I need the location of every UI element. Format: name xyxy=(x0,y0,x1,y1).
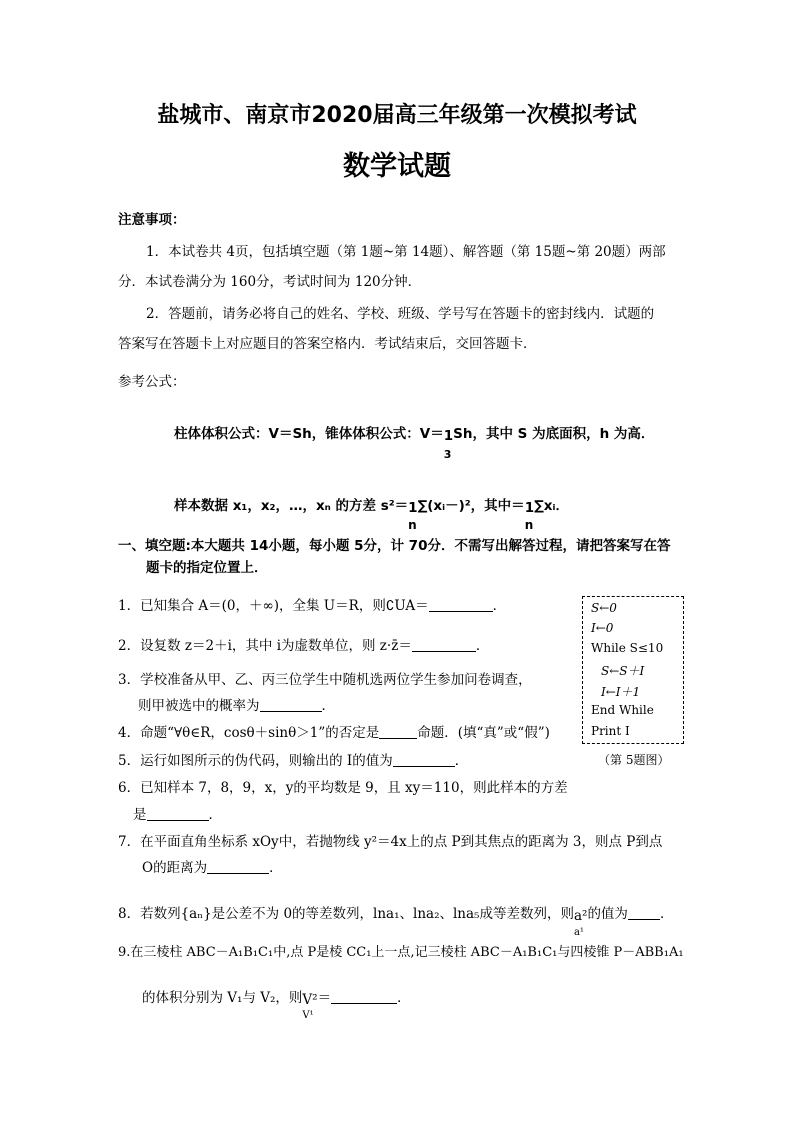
question-6-period: ． xyxy=(208,807,222,823)
volume-formula xyxy=(174,422,655,461)
question-2-period: ． xyxy=(475,638,490,654)
notice-item2-line2: 答案写在答题卡上对应题目的答案空格内．考试结束后，交回答题卡． xyxy=(118,336,537,352)
question-8 xyxy=(118,902,674,938)
question-3-line2 xyxy=(138,694,335,714)
mean-fraction-num: 1 xyxy=(524,500,535,516)
answer-blank-8[interactable] xyxy=(628,907,660,920)
notice-item2-line1: 2．答题前，请务必将自己的姓名、学校、班级、学号写在答题卡的密封线内．试题的 xyxy=(146,306,655,322)
variance-formula-part-c: ∑xᵢ． xyxy=(534,498,569,514)
pseudocode-line-7: Print I xyxy=(591,724,630,738)
question-8-fraction-den: a¹ xyxy=(573,927,584,938)
variance-fraction-den: n xyxy=(408,518,417,532)
volume-fraction-num: 1 xyxy=(443,428,454,444)
question-8-period: ． xyxy=(659,906,674,922)
notice-heading: 注意事项： xyxy=(118,212,186,228)
mean-fraction-den: n xyxy=(524,518,534,532)
section1-line1: 一、填空题:本大题共 14小题，每小题 5分，计 70分．不需写出解答过程，请把答案写在答 xyxy=(118,538,671,554)
question-7-line2 xyxy=(142,856,283,876)
volume-fraction xyxy=(443,428,454,461)
question-9-fraction-den: V¹ xyxy=(302,1010,314,1021)
question-9-line2 xyxy=(142,986,411,1021)
question-6-line1: 6．已知样本 7，8，9，x，y的平均数是 9，且 xy＝110，则此样本的方差 xyxy=(118,780,568,796)
answer-blank-3[interactable] xyxy=(260,699,322,712)
volume-formula-part-a: 柱体体积公式：V＝Sh，锥体体积公式：V＝ xyxy=(174,426,444,442)
question-8-fraction-num: a² xyxy=(573,908,588,924)
answer-blank-2[interactable] xyxy=(412,639,476,652)
question-2-text: 2．设复数 z＝2＋i，其中 i为虚数单位，则 z·z̄＝ xyxy=(118,638,412,654)
question-5-period: ． xyxy=(454,753,469,769)
pseudocode-line-3: While S≤10 xyxy=(591,641,664,655)
question-7-text: O的距离为 xyxy=(142,860,208,876)
pseudocode-caption: （第 5题图） xyxy=(598,753,670,767)
question-5 xyxy=(118,749,468,769)
question-8-text: 8．若数列{aₙ}是公差不为 0的等差数列，lna₁、lna₂、lna₅成等差数列，则 xyxy=(118,906,574,922)
page-subtitle: 数学试题 xyxy=(343,151,451,182)
question-9-text: 的体积分别为 V₁与 V₂，则 xyxy=(142,990,303,1006)
question-4-text: 4．命题“∀θ∈R，cosθ＋sinθ＞1”的否定是 xyxy=(118,725,380,741)
question-6-line2 xyxy=(133,803,222,823)
page-title: 盐城市、南京市2020届高三年级第一次模拟考试 xyxy=(157,103,637,128)
question-4-tail: 命题．(填“真”或“假”) xyxy=(417,725,550,741)
answer-blank-4[interactable] xyxy=(379,726,417,739)
variance-formula-part-b: ∑(xᵢ－)²，其中＝ xyxy=(417,498,525,514)
formula-heading: 参考公式： xyxy=(118,374,186,390)
question-5-text: 5．运行如图所示的伪代码，则输出的 I的值为 xyxy=(118,753,393,769)
section1-line2: 题卡的指定位置上． xyxy=(146,560,268,576)
question-2 xyxy=(118,634,489,654)
question-8-tail: 的值为 xyxy=(587,906,628,922)
answer-blank-9[interactable] xyxy=(331,991,397,1004)
pseudocode-line-6: End While xyxy=(591,703,654,717)
question-7-line1: 7．在平面直角坐标系 xOy中，若抛物线 y²＝4x上的点 P到其焦点的距离为 3，则点 P到点 xyxy=(118,834,663,850)
question-3-period: ． xyxy=(321,698,335,714)
question-1-text: 1．已知集合 A＝(0，＋∞)，全集 U＝R，则∁UA＝ xyxy=(118,598,429,614)
pseudocode-line-1: S←0 xyxy=(591,601,617,615)
answer-blank-7[interactable] xyxy=(207,861,269,874)
question-8-fraction xyxy=(573,908,588,938)
volume-fraction-den: 3 xyxy=(443,448,452,461)
variance-formula xyxy=(174,494,569,532)
question-9-tail: ＝ xyxy=(317,990,332,1006)
mean-fraction xyxy=(524,500,535,532)
question-9-period: ． xyxy=(397,990,411,1006)
variance-fraction-num: 1 xyxy=(408,500,418,516)
question-9-fraction xyxy=(302,992,318,1021)
pseudocode-line-2: I←0 xyxy=(591,621,614,635)
question-1 xyxy=(118,594,506,614)
pseudocode-line-4: S←S＋I xyxy=(601,664,645,678)
question-6-text: 是 xyxy=(133,807,147,823)
answer-blank-5[interactable] xyxy=(393,754,455,767)
question-1-period: ． xyxy=(492,598,507,614)
variance-formula-part-a: 样本数据 x₁，x₂，…，xₙ 的方差 s²＝ xyxy=(174,498,409,514)
answer-blank-1[interactable] xyxy=(429,599,493,612)
question-4 xyxy=(118,721,550,741)
question-9-fraction-num: V² xyxy=(302,992,318,1008)
notice-item1-line1: 1．本试卷共 4页，包括填空题（第 1题~第 14题）、解答题（第 15题~第 20题）两部 xyxy=(146,244,666,260)
pseudocode-box xyxy=(582,596,684,744)
question-3-text: 则甲被选中的概率为 xyxy=(138,698,260,714)
question-9-line1: 9.在三棱柱 ABC－A₁B₁C₁中,点 P是棱 CC₁上一点,记三棱柱 ABC－A₁B₁C₁与四棱锥 P－ABB₁A₁ xyxy=(118,945,684,960)
pseudocode-line-5: I←I＋1 xyxy=(601,685,641,699)
answer-blank-6[interactable] xyxy=(147,808,209,821)
volume-formula-part-b: Sh，其中 S 为底面积，h 为高． xyxy=(453,426,655,442)
question-3-line1: 3．学校准备从甲、乙、丙三位学生中随机选两位学生参加问卷调查， xyxy=(118,672,532,688)
question-7-period: ． xyxy=(269,860,283,876)
variance-fraction xyxy=(408,500,418,532)
notice-item1-line2: 分．本试卷满分为 160分，考试时间为 120分钟． xyxy=(118,274,422,290)
